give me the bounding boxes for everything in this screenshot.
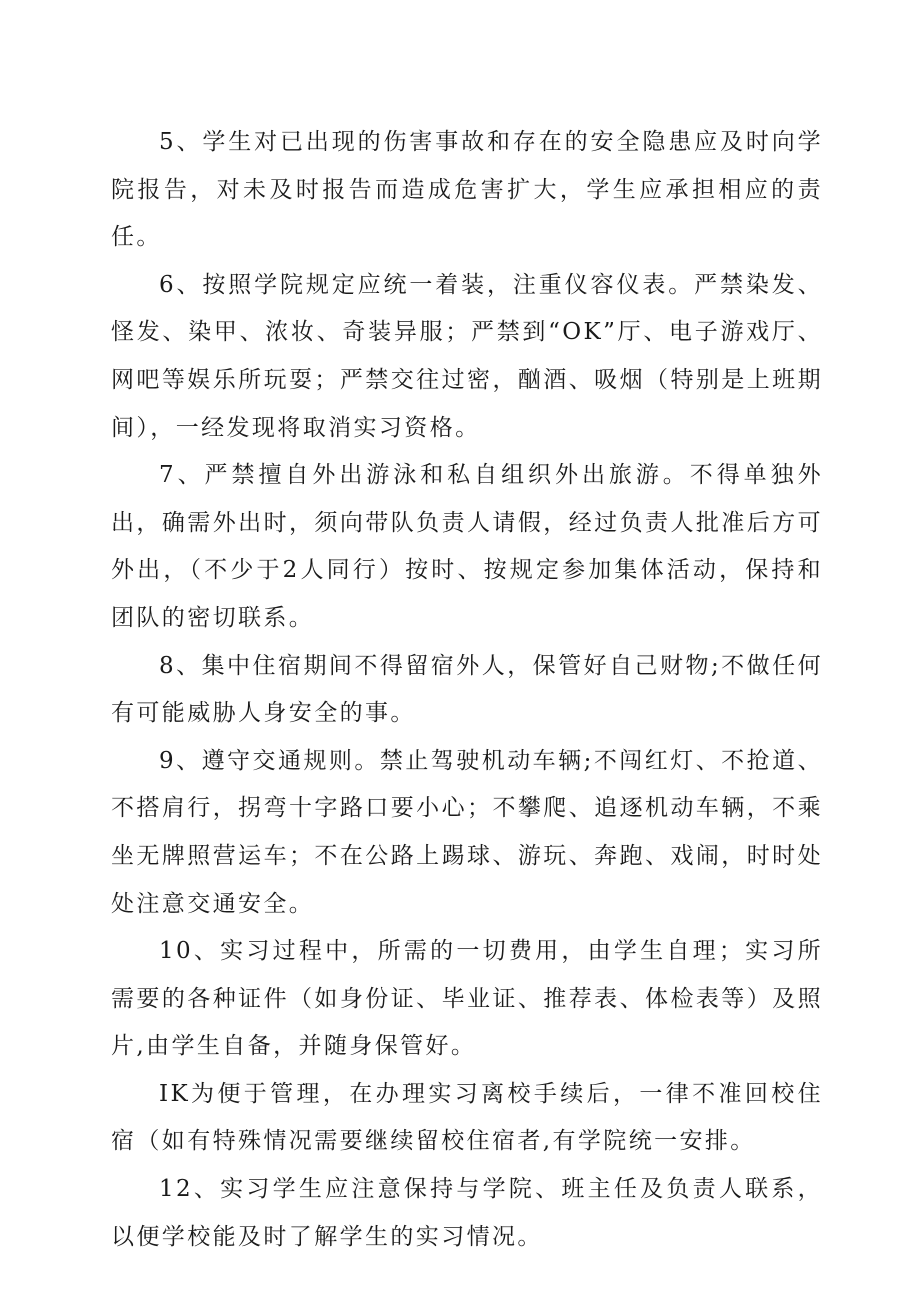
document-body	[111, 119, 823, 1261]
paragraph-rule-9: 9、遵守交通规则。禁止驾驶机动车辆;不闯红灯、不抢道、不搭肩行，拐弯十字路口要小心；不攀爬、追逐机动车辆，不乘坐无牌照营运车；不在公路上踢球、游玩、奔跑、戏闹，时时处处注意交通安全。	[111, 747, 823, 917]
paragraph-rule-10: 10、实习过程中，所需的一切费用，由学生自理；实习所需要的各种证件（如身份证、毕业证、推荐表、体检表等）及照片,由学生自备，并随身保管好。	[111, 938, 823, 1060]
paragraph-rule-6: 6、按照学院规定应统一着装，注重仪容仪表。严禁染发、怪发、染甲、浓妆、奇装异服；严禁到“OK”厅、电子游戏厅、网吧等娱乐所玩耍；严禁交往过密，酗酒、吸烟（特别是上班期间），一经发现将取消实习资格。	[111, 271, 823, 441]
paragraph-rule-11: IK为便于管理，在办理实习离校手续后，一律不准回校住宿（如有特殊情况需要继续留校住宿者,有学院统一安排。	[111, 1080, 823, 1155]
paragraph-rule-7: 7、严禁擅自外出游泳和私自组织外出旅游。不得单独外出，确需外出时，须向带队负责人请假，经过负责人批准后方可外出，（不少于2人同行）按时、按规定参加集体活动，保持和团队的密切联系。	[111, 462, 823, 631]
paragraph-rule-5: 5、学生对已出现的伤害事故和存在的安全隐患应及时向学院报告，对未及时报告而造成危害扩大，学生应承担相应的责任。	[111, 129, 823, 251]
paragraph-rule-12: 12、实习学生应注意保持与学院、班主任及负责人联系，以便学校能及时了解学生的实习情况。	[111, 1176, 823, 1250]
paragraph-rule-8: 8、集中住宿期间不得留宿外人，保管好自己财物;不做任何有可能威胁人身安全的事。	[111, 652, 823, 727]
